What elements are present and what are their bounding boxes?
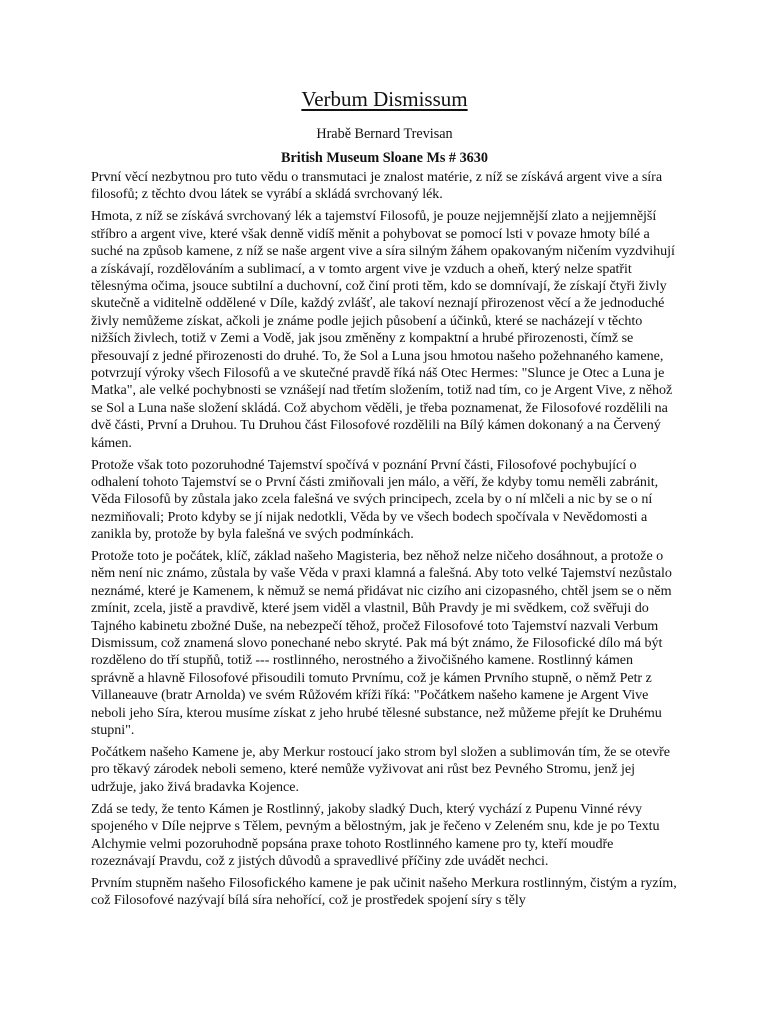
document-title: Verbum Dismissum [301, 87, 468, 111]
paragraph-1: První věcí nezbytnou pro tuto vědu o transmutaci je znalost matérie, z níž se získává argent vive a síra filosofů; z těchto dvou látek se vyrábí a skládá svrchovaný lék. [91, 169, 663, 203]
paragraph-2: Hmota, z níž se získává svrchovaný lék a tajemství Filosofů, je pouze nejjemnější zlato a nejjemnější stříbro a argent vive, které však denně vidíš měnit a pohybovat se pomocí lsti v povaze hmoty bílé a suché na způsob kamene, z níž se naše argent vive a síra silným žáhem opakovaným ničením vyzdvihují a získávají, rozdělováním a sublimací, a v tomto argent vive je vzduch a oheň, který nelze spatřit tělesnýma očima, jsouce subtilní a duchovní, což činí proti těm, kdo se domnívají, že získají čtyři živly skutečně a viditelně oddělené v Díle, každý zvlášť, ale takoví neznají přirozenost věcí a že jednoduché živly nemůžeme získat, ačkoli je známe podle jejich působení a účinků, které se nacházejí v těchto nižších živlech, totiž v Zemi a Vodě, jak jsou změněny z kompaktní a hrubé přirozenosti, čímž se přesouvají z jedné přirozenosti do druhé. To, že Sol a Luna jsou hmotou našeho požehnaného kamene, potvrzují výroky všech Filosofů a ve skutečné pravdě říká náš Otec Hermes: "Slunce je Otec a Luna je Matka", ale velké pochybnosti se vznášejí nad třetím složením, totiž nad tím, co je Argent Vive, z něhož se Sol a Luna naše složení skládá. Což abychom věděli, je třeba poznamenat, že Filosofové rozdělili na dvě části, První a Druhou. Tu Druhou část Filosofové rozdělili na Bílý kámen dokonaný a na Červený kámen. [91, 208, 675, 451]
document-source: British Museum Sloane Ms # 3630 [281, 150, 488, 166]
paragraph-4: Protože toto je počátek, klíč, základ našeho Magisteria, bez něhož nelze ničeho dosáhnout, a protože o něm není nic známo, zůstala by vaše Věda v praxi klamná a falešná. Aby toto velké Tajemství nezůstalo neznámé, které je Kamenem, k němuž se nemá přidávat nic cizího ani cizopasného, chtěl jsem se o něm zmínit, zcela, jistě a pravdivě, které jsem viděl a vlastnil, Bůh Pravdy je mi svědkem, což svěřuji do Tajného kabinetu zbožné Duše, na nebezpečí těhož, pročež Filosofové toto Tajemství nazvali Verbum Dismissum, což znamená slovo ponechané nebo skryté. Pak má být známo, že Filosofické dílo má být rozděleno do tří stupňů, totiž --- rostlinného, nerostného a živočišného kamene. Rostlinný kámen správně a hlavně Filosofové přisoudili tomuto Prvnímu, což je kámen Prvního stupně, o němž Petr z Villaneauve (bratr Arnolda) ve svém Růžovém kříži říká: "Počátkem našeho kamene je Argent Vive neboli jeho Síra, kterou musíme získat z jeho hrubé tělesné substance, než můžeme přejít ke Druhému stupni". [91, 548, 672, 739]
paragraph-6: Zdá se tedy, že tento Kámen je Rostlinný, jakoby sladký Duch, který vychází z Pupenu Vinné révy spojeného v Díle nejprve s Tělem, pevným a bělostným, jak je řečeno v Zeleném snu, kde je po Textu Alchymie velmi pozoruhodně popsána praxe tohoto Rostlinného kamene pro ty, kteří moudře rozeznávají Pravdu, což z jistých důvodů a spravedlivé příčiny zde uvádět nechci. [91, 800, 660, 869]
paragraph-7: Prvním stupněm našeho Filosofického kamene je pak učinit našeho Merkura rostlinným, čistým a ryzím, což Filosofové nazývají bílá síra nehořící, což je prostředek spojení síry s těly [91, 874, 677, 909]
paragraph-3: Protože však toto pozoruhodné Tajemství spočívá v poznání První části, Filosofové pochybující o odhalení tohoto Tajemství se o První části zmiňovali jen málo, a věří, že kdyby tomu neměli zabránit, Věda Filosofů by zůstala jako zcela falešná ve svých principech, zcela by o ní mlčeli a nic by se o ní nezmiňovali; Proto kdyby se jí nijak nedotkli, Věda by ve všech bodech spočívala v Nevědomosti a zanikla by, protože by byla falešná ve svých podmínkách. [91, 456, 659, 543]
document-author: Hrabě Bernard Trevisan [316, 126, 453, 142]
paragraph-5: Počátkem našeho Kamene je, aby Merkur rostoucí jako strom byl složen a sublimován tím, že se otevře pro těkavý zárodek neboli semeno, které nemůže vyživovat ani růst bez Pevného Stromu, jenž jej udržuje, jako živá bradavka Kojence. [91, 744, 670, 795]
document-body [91, 169, 678, 910]
